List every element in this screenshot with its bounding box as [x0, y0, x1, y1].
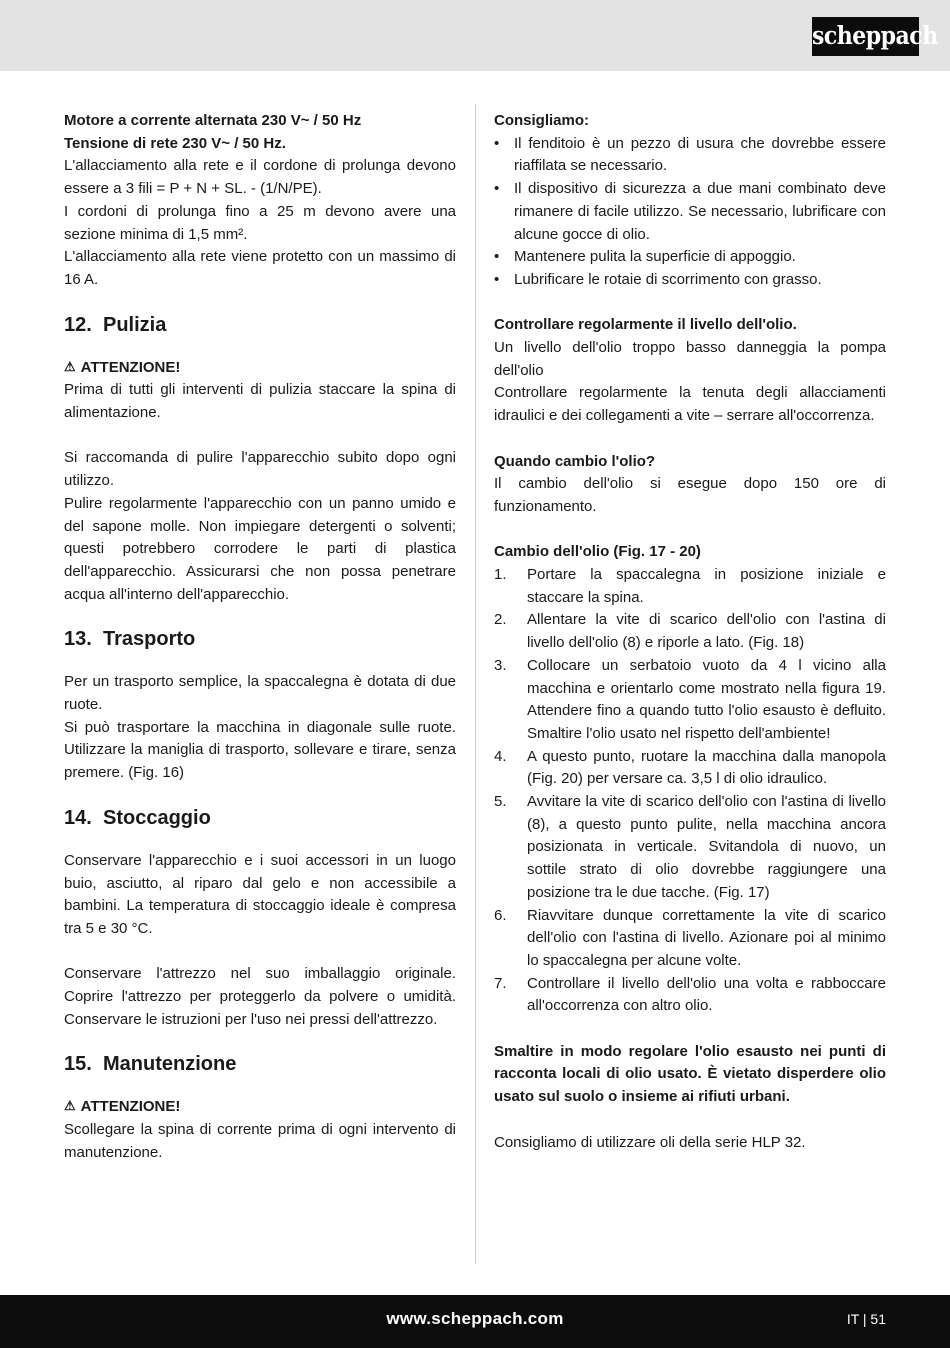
paragraph: Controllare regolarmente la tenuta degli allacciamenti idraulici e dei collegamenti a vite – serrare all'occorrenza.	[494, 384, 886, 425]
list-item: 4. A questo punto, ruotare la macchina dalla manopola (Fig. 20) per versare ca. 3,5 l di olio idraulico.	[494, 747, 886, 788]
paragraph: Pulire regolarmente l'apparecchio con un panno umido e del sapone molle. Non impiegare detergenti o solventi; questi potrebbero corrodere le parti di plastica dell'apparecchio. Assicurarsi che non possa penetrare acqua all'interno dell'apparecchio.	[64, 494, 456, 603]
intro-line: I cordoni di prolunga fino a 25 m devono avere una sezione minima di 1,5 mm².	[64, 202, 456, 243]
list-item: 3. Collocare un serbatoio vuoto da 4 l vicino alla macchina e orientarlo come mostrato nella figura 19. Attendere fino a quando tutto l'olio esausto è defluito. Smaltire l'olio usato nel rispetto dell'ambiente!	[494, 656, 886, 742]
brand-logo: scheppach	[812, 17, 919, 56]
paragraph: Conservare l'attrezzo nel suo imballaggio originale. Coprire l'attrezzo per proteggerlo da polvere o umidità. Conservare le istruzioni per l'uso nei pressi dell'attrezzo.	[64, 965, 456, 1028]
section-heading-pulizia: 12. Pulizia	[64, 313, 167, 336]
paragraph: Conservare l'apparecchio e i suoi accessori in un luogo buio, asciutto, al riparo dal gelo e non accessibile a bambini. La temperatura di stoccaggio ideale è compresa tra 5 e 30 °C.	[64, 851, 456, 937]
list-item: 7. Controllare il livello dell'olio una volta e rabboccare all'occorrenza con altro olio.	[494, 974, 886, 1015]
paragraph: Si può trasportare la macchina in diagonale sulle ruote. Utilizzare la maniglia di trasporto, sollevare e tirare, senza premere. (Fig. 16)	[64, 718, 456, 782]
section-heading-trasporto: 13. Trasporto	[64, 628, 196, 651]
left-column	[64, 110, 456, 1165]
intro-line: L'allacciamento alla rete e il cordone di prolunga devono essere a 3 fili = P + N + SL. - (1/N/PE).	[64, 157, 456, 198]
paragraph: Scollegare la spina di corrente prima di ogni intervento di manutenzione.	[64, 1121, 456, 1161]
intro-line: L'allacciamento alla rete viene protetto con un massimo di 16 A.	[64, 248, 456, 288]
subheading: Consigliamo:	[494, 112, 590, 129]
column-divider	[475, 104, 476, 1264]
paragraph: Il cambio dell'olio si esegue dopo 150 ore di funzionamento.	[494, 475, 886, 515]
list-item: • Il fenditoio è un pezzo di usura che dovrebbe essere riaffilata se necessario.	[494, 133, 886, 178]
header-bar	[0, 0, 950, 71]
list-item: • Il dispositivo di sicurezza a due mani combinato deve rimanere di facile utilizzo. Se necessario, lubrificare con alcune gocce di olio.	[494, 178, 886, 246]
list-item: 5. Avvitare la vite di scarico dell'olio con l'astina di livello (8), a questo punto pulite, nella macchina ancora posizionata in verticale. Svitandola di nuovo, un sottile strato di olio dovrebbe raggiungere una posizione tra le due tacche. (Fig. 17)	[494, 793, 886, 901]
list-item: 1. Portare la spaccalegna in posizione iniziale e staccare la spina.	[494, 566, 886, 606]
power-info	[64, 110, 456, 292]
list-item: • Mantenere pulita la superficie di appoggio.	[494, 246, 886, 269]
paragraph: Si raccomanda di pulire l'apparecchio subito dopo ogni utilizzo.	[64, 449, 456, 490]
subheading: Controllare regolarmente il livello dell'olio.	[494, 316, 797, 334]
recommend-list	[494, 133, 886, 292]
paragraph: Consigliamo di utilizzare oli della serie HLP 32.	[494, 1133, 806, 1151]
list-item: • Lubrificare le rotaie di scorrimento con grasso.	[494, 269, 886, 292]
intro-line: Tensione di rete 230 V~ / 50 Hz.	[64, 134, 286, 152]
subheading: Quando cambio l'olio?	[494, 452, 656, 470]
section-heading-stoccaggio: 14. Stoccaggio	[64, 806, 211, 829]
dispose-notice: Smaltire in modo regolare l'olio esausto nei punti di racconta locali di olio usato. È vietato disperdere olio usato sul suolo o insieme ai rifiuti urbani.	[494, 1042, 886, 1106]
footer-bar	[0, 1295, 950, 1348]
oil-change-steps	[494, 564, 886, 1018]
subheading: Cambio dell'olio (Fig. 17 - 20)	[494, 543, 701, 561]
paragraph: Prima di tutti gli interventi di pulizia staccare la spina di alimentazione.	[64, 381, 456, 422]
paragraph: Un livello dell'olio troppo basso danneggia la pompa dell'olio	[494, 339, 886, 379]
right-column	[494, 110, 886, 1154]
paragraph: Per un trasporto semplice, la spaccalegna è dotata di due ruote.	[64, 673, 456, 714]
warning-icon: ⚠	[64, 1098, 76, 1114]
intro-line: Motore a corrente alternata 230 V~ / 50 Hz	[64, 112, 362, 129]
list-item: 6. Riavvitare dunque correttamente la vite di scarico dell'olio con l'astina di livello. Azionare poi al minimo lo spaccalegna per alcune volte.	[494, 906, 886, 969]
warning-label: ⚠ ATTENZIONE!	[64, 1096, 456, 1119]
section-heading-manutenzione: 15. Manutenzione	[64, 1053, 237, 1076]
warning-icon: ⚠	[64, 358, 76, 374]
website-link[interactable]: www.scheppach.com	[386, 1309, 564, 1328]
warning-label: ⚠ ATTENZIONE!	[64, 357, 456, 380]
page-number: IT | 51	[846, 1311, 886, 1327]
list-item: 2. Allentare la vite di scarico dell'olio con l'astina di livello dell'olio (8) e riporle a lato. (Fig. 18)	[494, 611, 886, 652]
